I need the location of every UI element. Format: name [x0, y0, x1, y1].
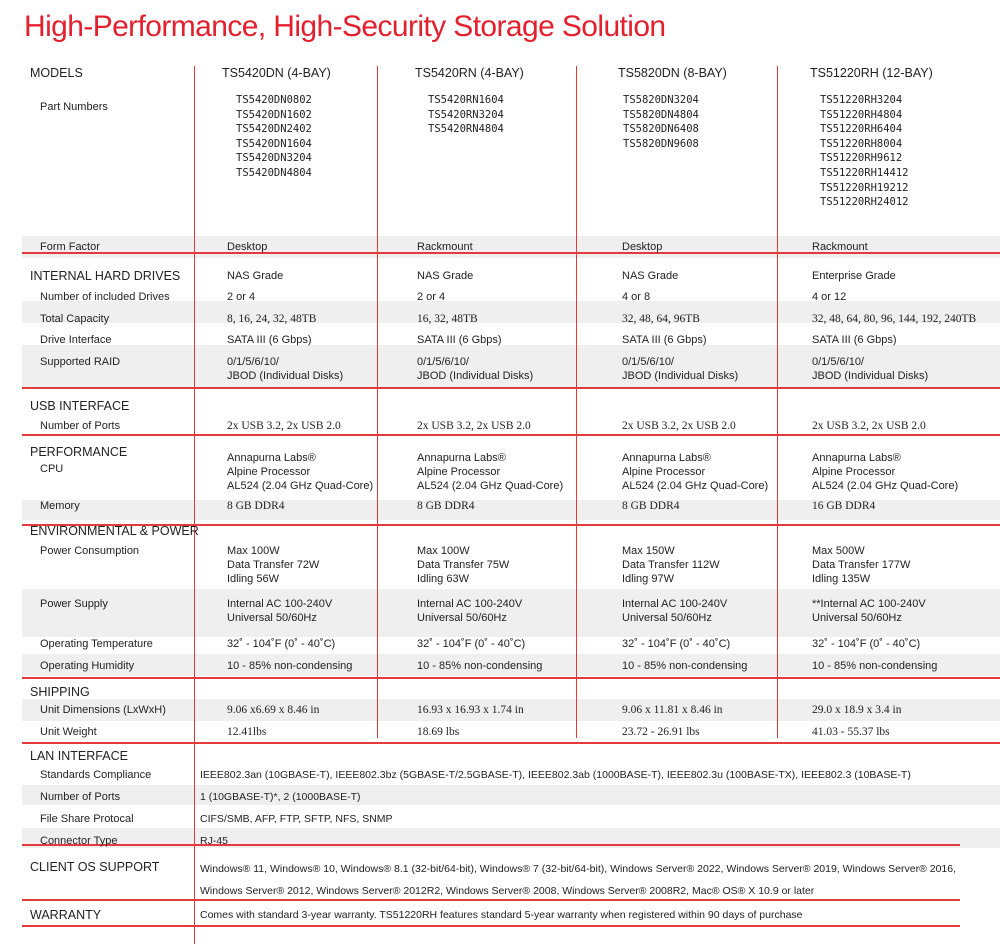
row-label: Power Consumption [40, 545, 140, 557]
model-header: TS5420DN (4-BAY) [222, 66, 331, 80]
row-label: Connector Type [40, 835, 118, 847]
spec-value: SATA III (6 Gbps) [622, 334, 707, 346]
spec-value: 10 - 85% non-condensing [227, 660, 353, 672]
row-label: Power Supply [40, 598, 108, 610]
spec-value: 2x USB 3.2, 2x USB 2.0 [417, 420, 531, 432]
model-header: TS5820DN (8-BAY) [618, 66, 727, 80]
column-divider [777, 66, 778, 738]
spec-value: NAS Grade [227, 270, 284, 282]
spec-value: Internal AC 100-240V Universal 50/60Hz [227, 598, 333, 624]
spec-value: 29.0 x 18.9 x 3.4 in [812, 704, 902, 716]
section-divider [22, 434, 1000, 436]
spec-value: Enterprise Grade [812, 270, 896, 282]
row-label: Memory [40, 500, 80, 512]
row-label: Supported RAID [40, 356, 121, 368]
spec-value: Max 500W Data Transfer 177W Idling 135W [812, 545, 911, 585]
spec-value: SATA III (6 Gbps) [812, 334, 897, 346]
spec-value: Annapurna Labs® Alpine Processor AL524 (2.04 GHz Quad-Core) [227, 452, 374, 492]
spec-value: CIFS/SMB, AFP, FTP, SFTP, NFS, SNMP [200, 813, 393, 825]
spec-value: 9.06 x6.69 x 8.46 in [227, 704, 320, 716]
spec-value: Windows® 11, Windows® 10, Windows® 8.1 (32-bit/64-bit), Windows® 7 (32-bit/64-bit), Windows Server® 2022, Windows Server® 2019, Windows Server® 2016, Windows Server® 2012, Windows Server® 2012R2, Windows Server® 2008, Windows Server® 2008R2, Mac® OS® X 10.9 or later [200, 863, 956, 897]
row-label: Unit Weight [40, 726, 97, 738]
section-heading: SHIPPING [30, 685, 90, 699]
section-heading: USB INTERFACE [30, 399, 130, 413]
row-label: Drive Interface [40, 334, 112, 346]
spec-value: Desktop [622, 241, 663, 253]
spec-value: Max 100W Data Transfer 72W Idling 56W [227, 545, 320, 585]
row-label: Number of Ports [40, 791, 121, 803]
spec-value: 2x USB 3.2, 2x USB 2.0 [812, 420, 926, 432]
spec-value: SATA III (6 Gbps) [417, 334, 502, 346]
spec-value: 16 GB DDR4 [812, 500, 876, 512]
spec-value: 32˚ - 104˚F (0˚ - 40˚C) [812, 638, 921, 650]
spec-value: 2 or 4 [227, 291, 256, 303]
spec-value: 12.41lbs [227, 726, 267, 738]
spec-value: 8 GB DDR4 [622, 500, 680, 512]
spec-value: 2x USB 3.2, 2x USB 2.0 [227, 420, 341, 432]
section-heading: CLIENT OS SUPPORT [30, 860, 160, 874]
model-header: TS51220RH (12-BAY) [810, 66, 933, 80]
spec-value: Comes with standard 3-year warranty. TS51220RH features standard 5-year warranty when registered within 90 days of purchase [200, 909, 803, 921]
spec-value: Annapurna Labs® Alpine Processor AL524 (2.04 GHz Quad-Core) [812, 452, 959, 492]
spec-value: Desktop [227, 241, 268, 253]
spec-value: 16.93 x 16.93 x 1.74 in [417, 704, 524, 716]
spec-value: 18.69 lbs [417, 726, 460, 738]
spec-value: Internal AC 100-240V Universal 50/60Hz [417, 598, 523, 624]
spec-value: Max 100W Data Transfer 75W Idling 63W [417, 545, 510, 585]
spec-value: Max 150W Data Transfer 112W Idling 97W [622, 545, 720, 585]
part-number-list: TS5820DN3204 TS5820DN4804 TS5820DN6408 TS5820DN9608 [623, 94, 699, 150]
spec-value: 0/1/5/6/10/ JBOD (Individual Disks) [622, 356, 739, 382]
section-heading: INTERNAL HARD DRIVES [30, 269, 181, 283]
spec-value: 0/1/5/6/10/ JBOD (Individual Disks) [417, 356, 534, 382]
row-label: Standards Compliance [40, 769, 152, 781]
section-heading: WARRANTY [30, 908, 102, 922]
column-divider [377, 66, 378, 738]
part-number-list: TS51220RH3204 TS51220RH4804 TS51220RH6404 TS51220RH8004 TS51220RH9612 TS51220RH14412 TS51220RH19212 TS51220RH24012 [820, 94, 909, 209]
spec-value: Internal AC 100-240V Universal 50/60Hz [622, 598, 728, 624]
row-label: Operating Temperature [40, 638, 153, 650]
spec-value: **Internal AC 100-240V Universal 50/60Hz [812, 598, 926, 624]
part-numbers-label: Part Numbers [40, 101, 108, 113]
spec-value: 9.06 x 11.81 x 8.46 in [622, 704, 723, 716]
row-label: Operating Humidity [40, 660, 135, 672]
section-divider [22, 387, 1000, 389]
row-label: Number of Ports [40, 420, 121, 432]
section-divider [22, 844, 960, 846]
column-divider [576, 66, 577, 738]
spec-value: 41.03 - 55.37 lbs [812, 726, 890, 738]
spec-value: SATA III (6 Gbps) [227, 334, 312, 346]
spec-value: NAS Grade [417, 270, 474, 282]
spec-value: 10 - 85% non-condensing [622, 660, 748, 672]
row-label: Total Capacity [40, 313, 110, 325]
spec-value: 0/1/5/6/10/ JBOD (Individual Disks) [227, 356, 344, 382]
part-number-list: TS5420DN0802 TS5420DN1602 TS5420DN2402 TS5420DN1604 TS5420DN3204 TS5420DN4804 [236, 94, 312, 179]
section-divider [22, 742, 1000, 744]
column-divider [194, 66, 195, 738]
spec-value: RJ-45 [200, 835, 229, 847]
row-band [22, 785, 1000, 805]
spec-value: 4 or 8 [622, 291, 651, 303]
spec-value: 32, 48, 64, 80, 96, 144, 192, 240TB [812, 313, 977, 325]
row-label: Unit Dimensions (LxWxH) [40, 704, 166, 716]
spec-value: 32˚ - 104˚F (0˚ - 40˚C) [622, 638, 731, 650]
spec-value: Annapurna Labs® Alpine Processor AL524 (2.04 GHz Quad-Core) [417, 452, 564, 492]
section-heading: PERFORMANCE [30, 445, 128, 459]
spec-value: 32˚ - 104˚F (0˚ - 40˚C) [417, 638, 526, 650]
spec-value: 10 - 85% non-condensing [812, 660, 938, 672]
models-label: MODELS [30, 66, 83, 80]
spec-value: 8 GB DDR4 [227, 500, 285, 512]
row-label: CPU [40, 463, 64, 475]
spec-value: 0/1/5/6/10/ JBOD (Individual Disks) [812, 356, 929, 382]
spec-value: 10 - 85% non-condensing [417, 660, 543, 672]
section-divider [22, 925, 960, 927]
spec-value: 1 (10GBASE-T)*, 2 (1000BASE-T) [200, 791, 361, 803]
section-heading: LAN INTERFACE [30, 749, 128, 763]
spec-value: Rackmount [417, 241, 473, 253]
spec-value: 23.72 - 26.91 lbs [622, 726, 700, 738]
spec-table [22, 54, 1000, 944]
spec-value: Annapurna Labs® Alpine Processor AL524 (2.04 GHz Quad-Core) [622, 452, 769, 492]
row-label: Form Factor [40, 241, 100, 253]
spec-value: 32, 48, 64, 96TB [622, 313, 700, 325]
spec-value: 8 GB DDR4 [417, 500, 475, 512]
page-title: High-Performance, High-Security Storage Solution [24, 10, 666, 43]
spec-value: 32˚ - 104˚F (0˚ - 40˚C) [227, 638, 336, 650]
spec-value: 4 or 12 [812, 291, 847, 303]
spec-value: 2x USB 3.2, 2x USB 2.0 [622, 420, 736, 432]
model-header: TS5420RN (4-BAY) [415, 66, 524, 80]
spec-value: NAS Grade [622, 270, 679, 282]
spec-value: 8, 16, 24, 32, 48TB [227, 313, 317, 325]
section-heading: ENVIRONMENTAL & POWER [30, 524, 199, 538]
spec-value: IEEE802.3an (10GBASE-T), IEEE802.3bz (5GBASE-T/2.5GBASE-T), IEEE802.3ab (1000BASE-T), IEEE802.3u (100BASE-TX), IEEE802.3 (10BASE-T) [200, 769, 911, 781]
spec-value: 16, 32, 48TB [417, 313, 478, 325]
column-divider [194, 738, 195, 944]
spec-value: 2 or 4 [417, 291, 446, 303]
section-divider [22, 677, 1000, 679]
spec-value: Rackmount [812, 241, 868, 253]
part-number-list: TS5420RN1604 TS5420RN3204 TS5420RN4804 [428, 94, 504, 136]
row-label: File Share Protocal [40, 813, 134, 825]
row-label: Number of included Drives [40, 291, 170, 303]
